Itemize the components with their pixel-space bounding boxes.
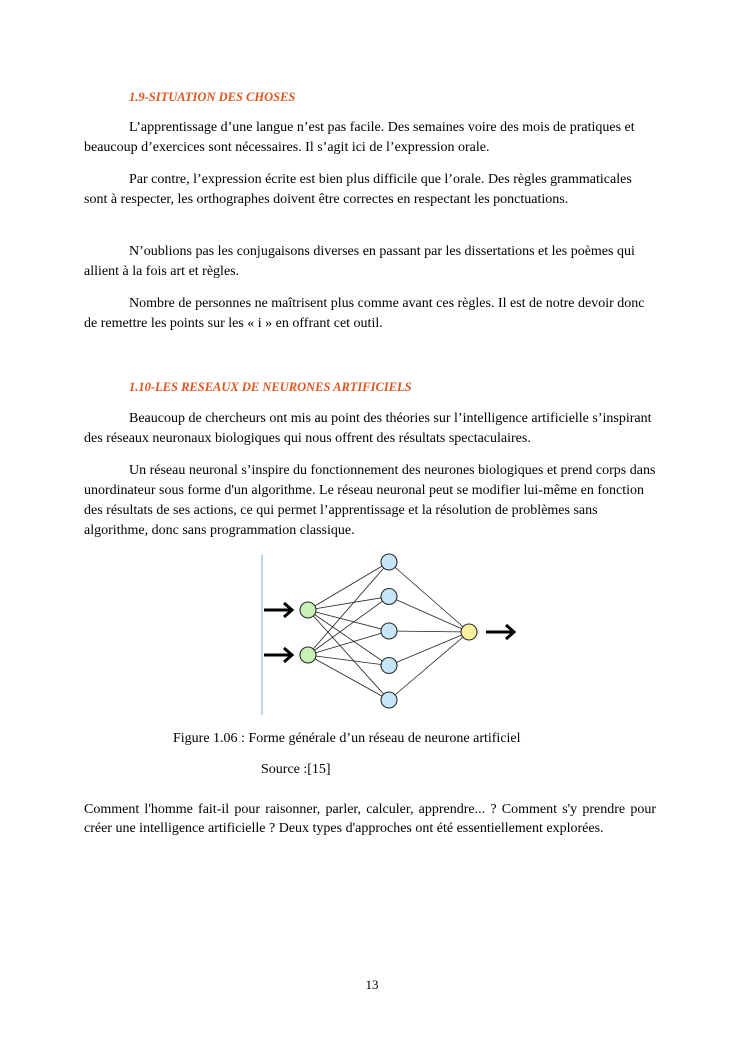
figure-caption: Figure 1.06 : Forme générale d’un réseau de neurone artificiel bbox=[173, 731, 521, 746]
hidden-neuron bbox=[381, 554, 397, 570]
paragraph: Par contre, l’expression écrite est bien plus difficile que l’orale. Des règles grammaticales sont à respecter, les orthographes doivent être correctes en respectant les ponctuations. bbox=[84, 172, 632, 207]
input-neuron bbox=[300, 647, 316, 663]
hidden-neuron bbox=[381, 692, 397, 708]
section-heading-situation: 1.9-SITUATION DES CHOSES bbox=[129, 90, 296, 104]
paragraph: Beaucoup de chercheurs ont mis au point des théories sur l’intelligence artificielle s’inspirant des réseaux neuronaux biologiques qui nous offrent des résultats spectaculaires. bbox=[84, 411, 652, 446]
paragraph: L’apprentissage d’une langue n’est pas facile. Des semaines voire des mois de pratiques et beaucoup d’exercices sont nécessaires. Il s’agit ici de l’expression orale. bbox=[84, 120, 635, 155]
neural-network-diagram bbox=[260, 553, 522, 716]
figure-source: Source :[15] bbox=[261, 762, 331, 777]
paragraph: Nombre de personnes ne maîtrisent plus comme avant ces règles. Il est de notre devoir donc de remettre les points sur les « i » en offrant cet outil. bbox=[84, 296, 645, 331]
hidden-neuron bbox=[381, 589, 397, 605]
page-number: 13 bbox=[365, 977, 379, 992]
paragraph: Un réseau neuronal s’inspire du fonctionnement des neurones biologiques et prend corps dans unordinateur sous forme d'un algorithme. Le réseau neuronal peut se modifier lui-même en fonction des résultats de ses actions, ce qui permet l’apprentissage et la résolution de problèmes sans algorithme, donc sans programmation classique. bbox=[84, 463, 656, 538]
hidden-neuron bbox=[381, 623, 397, 639]
hidden-neuron bbox=[381, 658, 397, 674]
closing-paragraph: Comment l'homme fait-il pour raisonner, parler, calculer, apprendre... ? Comment s'y prendre pour créer une intelligence artificielle ? Deux types d'approches ont été essentiellement explorées. bbox=[84, 802, 656, 836]
section-heading-reseaux: 1.10-LES RESEAUX DE NEURONES ARTIFICIELS bbox=[129, 380, 412, 394]
paragraph: N’oublions pas les conjugaisons diverses en passant par les dissertations et les poèmes qui allient à la fois art et règles. bbox=[84, 244, 635, 279]
input-neuron bbox=[300, 602, 316, 618]
output-neuron bbox=[461, 624, 477, 640]
